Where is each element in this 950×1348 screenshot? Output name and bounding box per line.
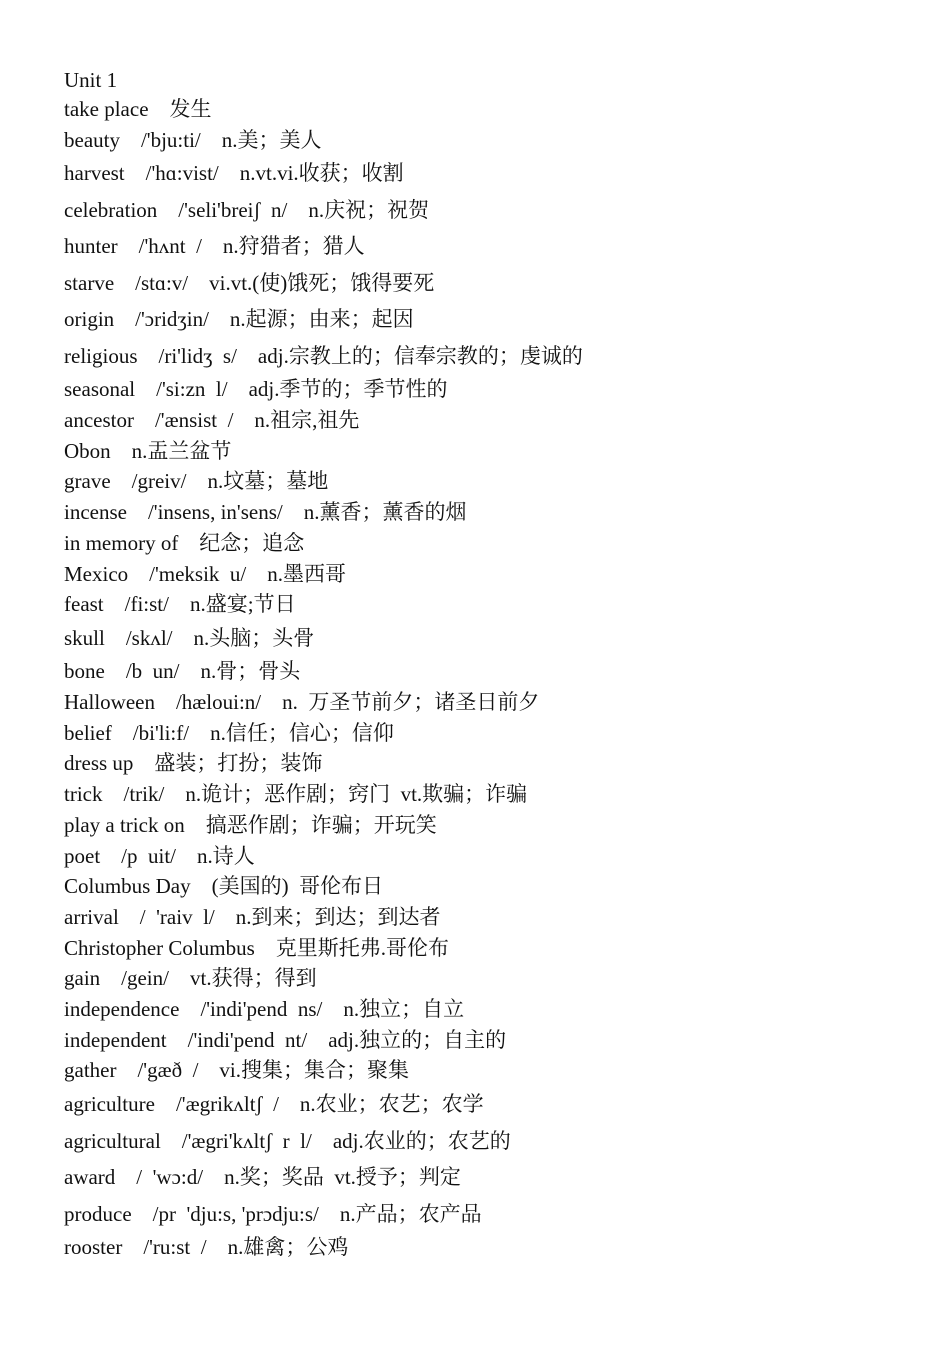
vocab-entry: incense /'insens, in'sens/ n.薰香；薰香的烟 [64, 500, 467, 525]
vocab-entry: Christopher Columbus 克里斯托弗.哥伦布 [64, 935, 450, 960]
vocab-entry: seasonal /'si:zn l/ adj.季节的；季节性的 [64, 377, 448, 402]
unit-title: Unit 1 [64, 68, 118, 92]
vocab-entry: dress up 盛装；打扮；装饰 [64, 751, 323, 776]
vocab-entry: origin /'ɔridʒin/ n.起源；由来；起因 [64, 307, 414, 332]
vocab-entry: agriculture /'ægrikʌltʃ / n.农业；农艺；农学 [64, 1092, 484, 1116]
vocab-entry: Columbus Day (美国的) 哥伦布日 [64, 874, 384, 899]
vocab-entry: religious /ri'lidʒ s/ adj.宗教上的；信奉宗教的；虔诚的 [64, 343, 583, 368]
vocab-entry: feast /fi:st/ n.盛宴;节日 [64, 592, 296, 617]
vocab-entry: award / 'wɔ:d/ n.奖；奖品 vt.授予；判定 [64, 1165, 461, 1189]
vocab-entry: independent /'indi'pend nt/ adj.独立的；自主的 [64, 1027, 507, 1052]
vocab-entry: Mexico /'meksik u/ n.墨西哥 [64, 561, 347, 586]
vocab-entry: skull /skʌl/ n.头脑；头骨 [64, 625, 315, 650]
vocab-entry: Halloween /hæloui:n/ n. 万圣节前夕；诸圣日前夕 [64, 690, 540, 715]
vocab-entry: grave /greiv/ n.坟墓；墓地 [64, 469, 329, 494]
vocab-entry: harvest /'hɑ:vist/ n.vt.vi.收获；收割 [64, 161, 404, 186]
vocab-entry: independence /'indi'pend ns/ n.独立；自立 [64, 996, 465, 1021]
vocab-entry: beauty /'bju:ti/ n.美；美人 [64, 127, 322, 152]
vocab-entry: in memory of 纪念；追念 [64, 530, 305, 555]
vocab-entry: bone /b un/ n.骨；骨头 [64, 659, 301, 684]
vocab-entry: Obon n.盂兰盆节 [64, 438, 232, 463]
vocab-entry: hunter /'hʌnt / n.狩猎者；猎人 [64, 234, 365, 259]
vocab-entry: arrival / 'raiv l/ n.到来；到达；到达者 [64, 904, 441, 929]
vocab-entry: starve /stɑ:v/ vi.vt.(使)饿死；饿得要死 [64, 270, 435, 295]
vocabulary-page [64, 66, 924, 1263]
vocab-entry: ancestor /'ænsist / n.祖宗,祖先 [64, 408, 360, 433]
vocab-entry: celebration /'seli'breiʃ n/ n.庆祝；祝贺 [64, 197, 430, 222]
vocab-entry: produce /pr 'dju:s, 'prɔdju:s/ n.产品；农产品 [64, 1201, 482, 1226]
vocab-entry: rooster /'ru:st / n.雄禽；公鸡 [64, 1235, 349, 1259]
vocab-entry: poet /p uit/ n.诗人 [64, 843, 255, 868]
vocab-entry: gather /'gæð / vi.搜集；集合；聚集 [64, 1058, 410, 1083]
vocab-entry: trick /trik/ n.诡计；恶作剧；窍门 vt.欺骗；诈骗 [64, 782, 528, 807]
vocab-entry: play a trick on 搞恶作剧；诈骗；开玩笑 [64, 812, 437, 837]
vocab-entry: belief /bi'li:f/ n.信任；信心；信仰 [64, 720, 394, 745]
vocab-entry: take place 发生 [64, 97, 212, 121]
vocab-entry: agricultural /'ægri'kʌltʃ r l/ adj.农业的；农艺的 [64, 1128, 511, 1153]
vocab-entry: gain /gein/ vt.获得；得到 [64, 966, 317, 991]
